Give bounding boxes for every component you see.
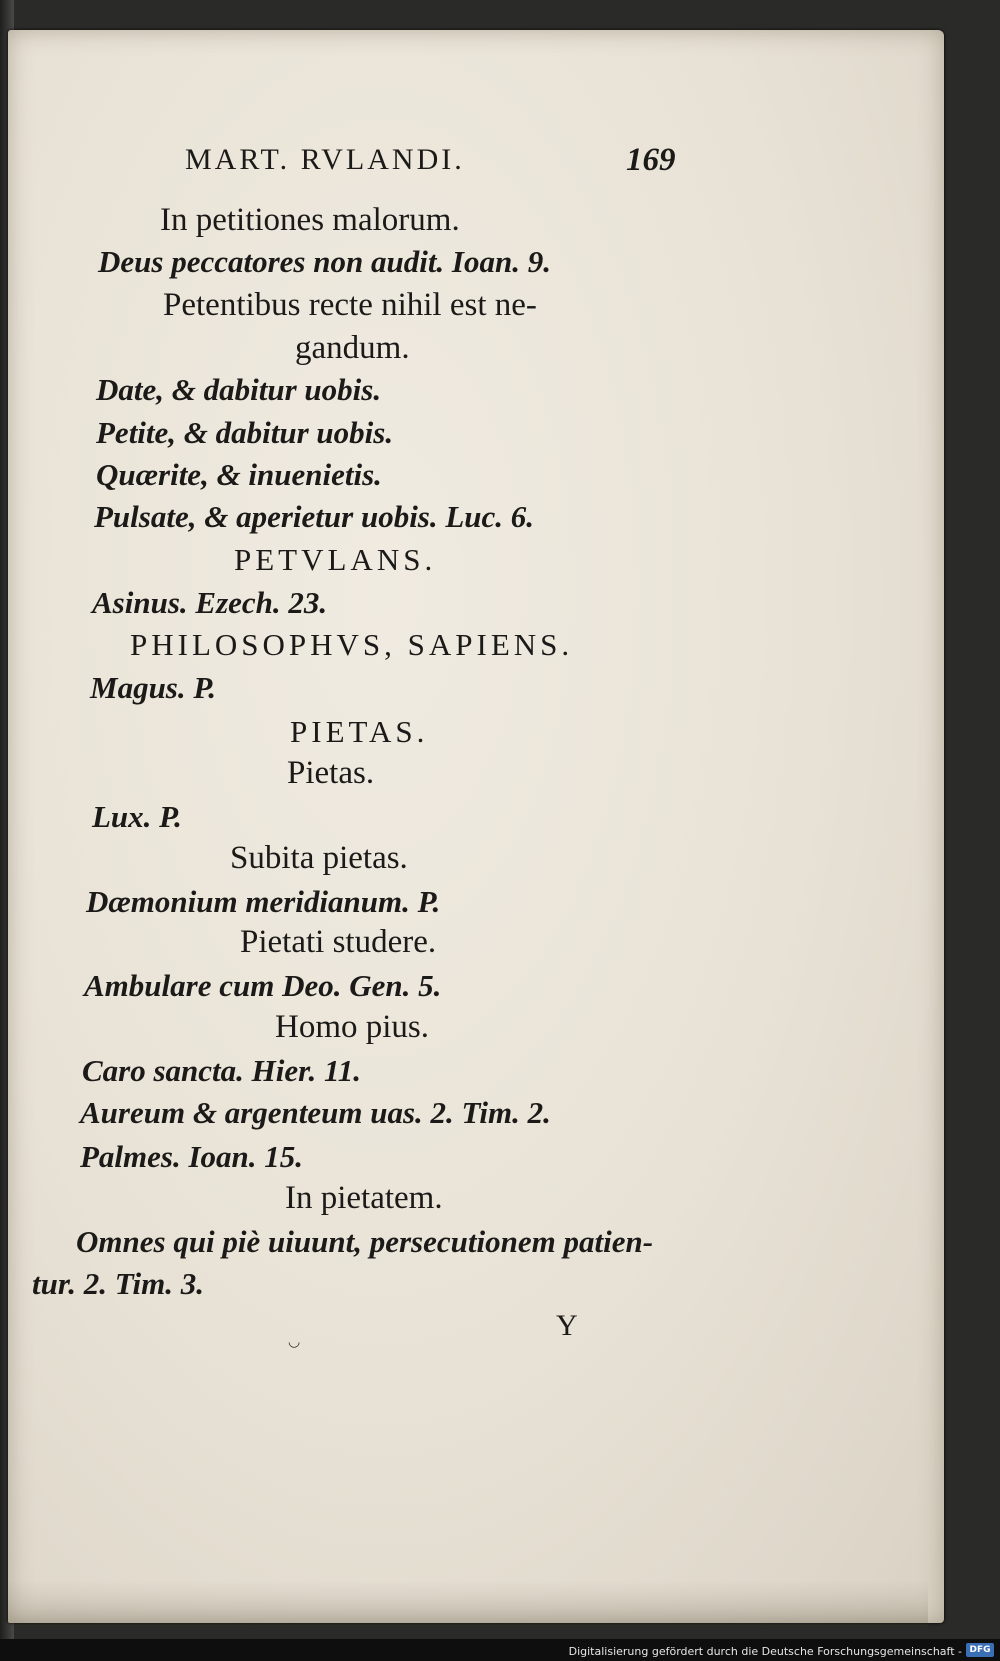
section-heading: PETVLANS. bbox=[234, 542, 437, 577]
running-title: MART. RVLANDI. bbox=[185, 143, 465, 176]
entry-line: Date, & dabitur uobis. bbox=[96, 372, 382, 407]
entry-heading: Subita pietas. bbox=[230, 840, 408, 876]
entry-line: Lux. P. bbox=[92, 799, 182, 834]
entry-line: Petite, & dabitur uobis. bbox=[96, 415, 394, 450]
dfg-logo-icon: DFG bbox=[966, 1643, 994, 1657]
entry-heading: In pietatem. bbox=[285, 1180, 443, 1216]
entry-line: Deus peccatores non audit. Ioan. 9. bbox=[98, 244, 551, 279]
entry-heading: Petentibus recte nihil est ne- bbox=[163, 287, 537, 323]
entry-line: Aureum & argenteum uas. 2. Tim. 2. bbox=[80, 1095, 551, 1130]
entry-line: Palmes. Ioan. 15. bbox=[80, 1139, 304, 1174]
entry-heading: In petitiones malorum. bbox=[160, 202, 460, 238]
section-heading: PIETAS. bbox=[290, 714, 429, 749]
entry-line: Caro sancta. Hier. 11. bbox=[82, 1053, 362, 1088]
page-bottom-shadow bbox=[8, 1580, 928, 1626]
page-number: 169 bbox=[626, 142, 676, 178]
section-heading: PHILOSOPHVS, SAPIENS. bbox=[130, 627, 574, 662]
entry-line: Dæmonium meridianum. P. bbox=[86, 884, 441, 919]
entry-heading: Pietas. bbox=[287, 755, 375, 791]
entry-line: Pulsate, & aperietur uobis. Luc. 6. bbox=[94, 499, 535, 534]
funding-credit: Digitalisierung gefördert durch die Deutsche Forschungsgemeinschaft - bbox=[568, 1645, 962, 1658]
entry-line: Asinus. Ezech. 23. bbox=[92, 585, 328, 620]
entry-line: Omnes qui piè uiuunt, persecutionem patien- bbox=[76, 1224, 654, 1259]
entry-line: Magus. P. bbox=[90, 670, 217, 705]
digitization-footer bbox=[0, 1639, 1000, 1661]
entry-heading: Pietati studere. bbox=[240, 924, 437, 960]
ink-speck: ◡ bbox=[288, 1335, 301, 1350]
entry-line: Quærite, & inuenietis. bbox=[96, 457, 382, 492]
entry-heading: gandum. bbox=[295, 330, 410, 366]
entry-heading: Homo pius. bbox=[275, 1009, 430, 1045]
entry-line: Ambulare cum Deo. Gen. 5. bbox=[84, 968, 442, 1003]
signature-mark: Y bbox=[556, 1309, 578, 1342]
entry-line: tur. 2. Tim. 3. bbox=[32, 1266, 204, 1301]
